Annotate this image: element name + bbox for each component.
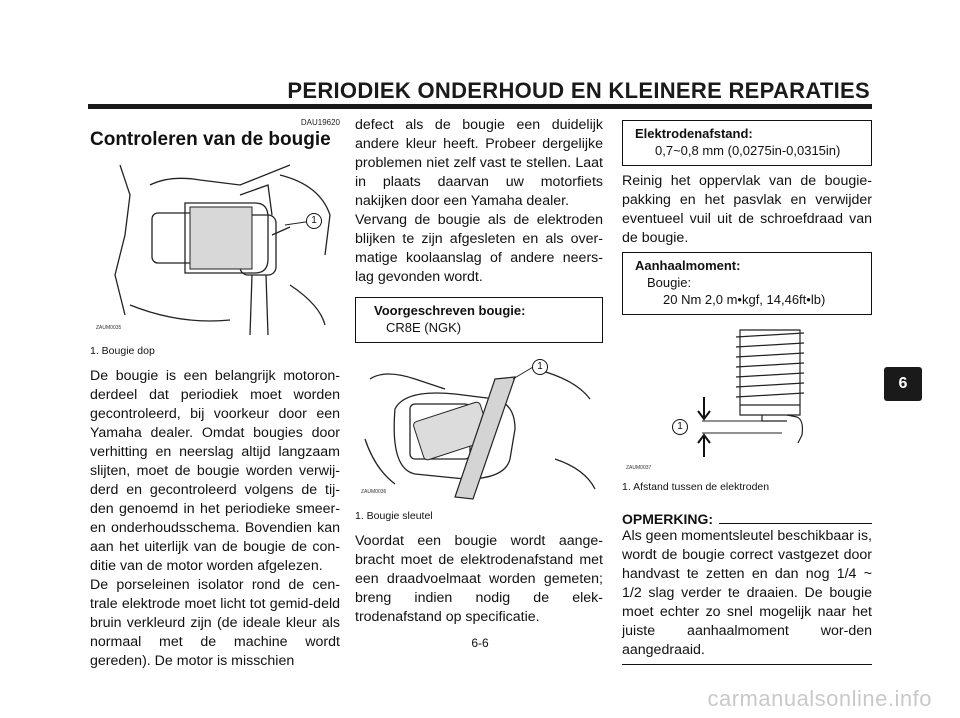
paragraph: Voordat een bougie wordt aange-bracht moet de elektrodenafstand met een draadvoelmaat worden gemeten; breng indien nodig de elek-trodenafstand op specificatie. — [355, 533, 603, 625]
figure-spark-plug-wrench — [355, 349, 603, 504]
chapter-tab[interactable]: 6 — [884, 367, 922, 401]
figure-spark-plug-cap — [90, 155, 340, 335]
spec-box-title: Voorgeschreven bougie: — [374, 303, 526, 318]
figure-code: ZAUM0036 — [361, 489, 387, 495]
figure-code: ZAUM0035 — [96, 325, 122, 331]
paragraph: De bougie is een belangrijk motoron-derdeel dat periodiek moet worden gecontroleerd, bij voorkeur door een Yamaha dealer. Omdat bougies door verhitting en neerslag altijd langzaam slijten, moet de bougie worden verwij-derd en gecontroleerd volgens de tij-den genoemd in het periodieke smeer-en onderhoudsschema. Bovendien kan aan het uiterlijk van de bougie de con-ditie van de motor worden afgelezen. — [90, 368, 340, 574]
section-code: DAU19620 — [300, 118, 340, 127]
section-title: Controleren van de bougie — [90, 129, 331, 150]
callout-1: 1 — [532, 359, 548, 375]
paragraph: Vervang de bougie als de elektroden blijken te zijn afgesleten en als over-matige koolaanslag of andere neers-lag gevonden wordt. — [355, 212, 603, 285]
note-heading — [622, 511, 872, 527]
column-middle — [355, 116, 603, 627]
note-title: OPMERKING: — [622, 511, 713, 527]
note-end-rule — [622, 664, 872, 665]
paragraph: De porseleinen isolator rond de cen-trale elektrode moet licht tot gemid-deld bruin verkleurd zijn (de ideale kleur als normaal met de machine wordt gereden). De motor is misschien — [90, 577, 340, 669]
spec-box-value: CR8E (NGK) — [386, 320, 462, 335]
header-rule — [88, 104, 872, 109]
spec-box-title: Aanhaalmoment: — [635, 258, 741, 273]
column-left — [90, 112, 340, 671]
page-number: 6-6 — [471, 636, 489, 650]
figure-caption: 1. Bougie sleutel — [355, 510, 433, 522]
electrode-gap-illustration — [622, 325, 872, 475]
column-right — [622, 120, 872, 665]
note-rule — [719, 523, 872, 524]
spark-plug-wrench-illustration — [355, 349, 603, 504]
spec-box-title: Elektrodenafstand: — [635, 126, 753, 141]
spec-box-spark-plug — [355, 297, 603, 343]
paragraph: defect als de bougie een duidelijk andere kleur heeft. Probeer dergelijke problemen niet zelf vast te stellen. Laat in plaats daarvan uw motorfiets nakijken door een Yamaha dealer. — [355, 117, 603, 209]
spec-box-value: 20 Nm 2,0 m•kgf, 14,46ft•lb) — [663, 292, 826, 307]
spec-box-value: 0,7~0,8 mm (0,0275in-0,0315in) — [655, 143, 841, 158]
spark-plug-cap-illustration — [90, 155, 340, 335]
spec-box-torque — [622, 252, 872, 315]
figure-caption: 1. Bougie dop — [90, 345, 155, 357]
watermark: carmanualsonline.info — [707, 686, 932, 711]
paragraph: Reinig het oppervlak van de bougie-pakking en het pasvlak en verwijder eventueel vuil uit de schroefdraad van de bougie. — [622, 173, 872, 246]
figure-code: ZAUM0037 — [626, 465, 652, 471]
figure-caption: 1. Afstand tussen de elektroden — [622, 481, 770, 493]
spec-box-electrode-gap — [622, 120, 872, 166]
callout-1: 1 — [306, 213, 322, 229]
spec-box-sub: Bougie: — [647, 275, 692, 290]
callout-1: 1 — [672, 419, 688, 435]
figure-electrode-gap — [622, 325, 872, 475]
header-title: PERIODIEK ONDERHOUD EN KLEINERE REPARATIES — [287, 78, 870, 103]
note-text: Als geen momentsleutel beschikbaar is, wordt de bougie correct vastgezet door handvast te zetten en dan nog 1/4 ~ 1/2 slag verder te draaien. De bougie moet echter zo snel mogelijk naar het juiste aanhaalmoment wor-den aangedraaid. — [622, 528, 872, 658]
